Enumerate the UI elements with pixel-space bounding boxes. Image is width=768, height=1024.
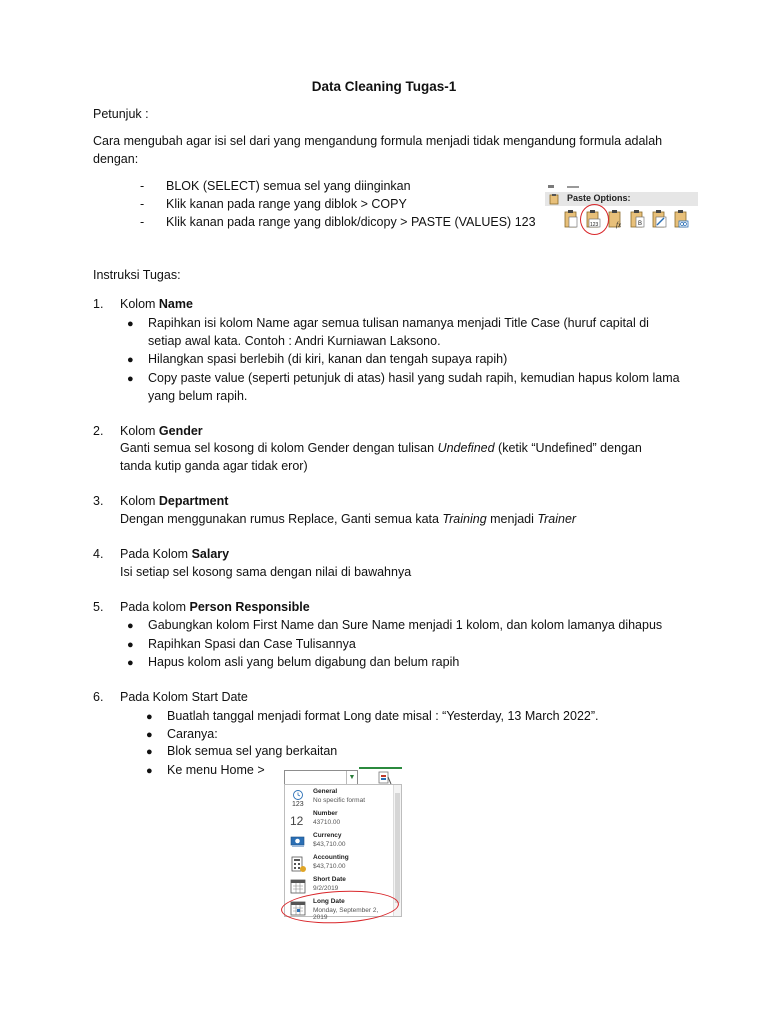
clipboard-icon bbox=[548, 193, 562, 205]
bullet-dot: ● bbox=[127, 657, 134, 669]
step-1: BLOK (SELECT) semua sel yang diinginkan bbox=[166, 179, 411, 193]
bullet-dot: ● bbox=[127, 354, 134, 366]
ribbon-accent-line bbox=[359, 767, 402, 769]
task-3-column-name: Department bbox=[158, 494, 229, 508]
menu-edge-icon bbox=[545, 182, 700, 189]
bullet-dot: ● bbox=[127, 639, 134, 651]
task-6-bullet-3: Blok semua sel yang berkaitan bbox=[167, 744, 338, 758]
svg-text:fx: fx bbox=[616, 221, 622, 229]
svg-text:123: 123 bbox=[292, 801, 304, 807]
format-name: Long Date bbox=[313, 898, 345, 905]
task-2-line-1: Ganti semua sel kosong di kolom Gender dengan tulisan Undefined (ketik “Undefined” dengan bbox=[120, 441, 642, 455]
instruksi-heading: Instruksi Tugas: bbox=[93, 268, 181, 282]
task-5-bullet-3: Hapus kolom asli yang belum digabung dan belum rapih bbox=[148, 655, 460, 669]
task-2-heading: Kolom Gender bbox=[120, 424, 203, 438]
task-5-bullet-2: Rapihkan Spasi dan Case Tulisannya bbox=[148, 637, 356, 651]
dash-bullet: - bbox=[140, 197, 145, 211]
format-example: $43,710.00 bbox=[313, 863, 346, 870]
currency-format-icon bbox=[289, 833, 307, 851]
task-5-heading: Pada kolom Person Responsible bbox=[120, 600, 310, 614]
petunjuk-heading: Petunjuk : bbox=[93, 107, 149, 121]
dash-bullet: - bbox=[140, 179, 145, 193]
task-1-bullet-1: Rapihkan isi kolom Name agar semua tulisan namanya menjadi Title Case (huruf capital di bbox=[148, 316, 649, 330]
document-title: Data Cleaning Tugas-1 bbox=[311, 79, 457, 94]
format-name: Accounting bbox=[313, 854, 349, 861]
task-2-line-2: tanda kutip ganda agar tidak eror) bbox=[120, 459, 308, 473]
bullet-dot: ● bbox=[127, 620, 134, 632]
step-2: Klik kanan pada range yang diblok > COPY bbox=[166, 197, 407, 211]
task-5-number: 5. bbox=[93, 600, 104, 614]
task-1-bullet-3: Copy paste value (seperti petunjuk di atas) hasil yang sudah rapih, kemudian hapus kolom lama bbox=[148, 371, 680, 385]
task-1-bullet-3-cont: yang belum rapih. bbox=[148, 389, 248, 403]
general-format-icon bbox=[289, 789, 307, 807]
svg-text:12: 12 bbox=[290, 814, 304, 828]
format-item-currency[interactable] bbox=[285, 831, 390, 853]
scrollbar[interactable] bbox=[393, 785, 401, 916]
format-example: 43710.00 bbox=[313, 819, 341, 826]
task-4-line: Isi setiap sel kosong sama dengan nilai di bawahnya bbox=[120, 565, 412, 579]
task-3-number: 3. bbox=[93, 494, 104, 508]
task-2-column-name: Gender bbox=[158, 424, 203, 438]
svg-text:B: B bbox=[638, 221, 643, 227]
bullet-dot: ● bbox=[127, 318, 134, 330]
paste-options-header bbox=[545, 192, 698, 206]
paste-link-icon[interactable] bbox=[673, 209, 689, 229]
highlight-circle bbox=[580, 204, 609, 235]
bullet-dot: ● bbox=[146, 711, 153, 723]
format-item-accounting[interactable] bbox=[285, 853, 390, 875]
step-3: Klik kanan pada range yang diblok/dicopy > PASTE (VALUES) 123 bbox=[166, 215, 536, 229]
number-format-icon bbox=[289, 811, 307, 829]
task-4-column-name: Salary bbox=[191, 547, 230, 561]
task-4-number: 4. bbox=[93, 547, 104, 561]
task-3-line: Dengan menggunakan rumus Replace, Ganti semua kata Training menjadi Trainer bbox=[120, 512, 577, 526]
format-name: General bbox=[313, 788, 338, 795]
paste-formulas-icon[interactable] bbox=[607, 209, 623, 229]
task-6-bullet-2: Caranya: bbox=[167, 727, 218, 741]
short-date-icon bbox=[289, 877, 307, 895]
task-1-bullet-1-cont: setiap awal kata. Contoh : Andri Kurniawan Laksono. bbox=[148, 334, 441, 348]
task-6-bullet-4: Ke menu Home > bbox=[167, 763, 265, 777]
paste-formatting-icon[interactable] bbox=[629, 209, 645, 229]
format-example: $43,710.00 bbox=[313, 841, 346, 848]
task-4-heading: Pada Kolom Salary bbox=[120, 547, 230, 561]
bullet-dot: ● bbox=[146, 765, 153, 777]
format-example: 9/2/2019 bbox=[313, 885, 339, 892]
chevron-down-icon[interactable]: ▼ bbox=[346, 771, 357, 785]
accounting-format-icon bbox=[289, 855, 307, 873]
task-1-column-name: Name bbox=[158, 297, 193, 311]
format-name: Currency bbox=[313, 832, 342, 839]
scrollbar-thumb[interactable] bbox=[395, 793, 400, 903]
paste-icon[interactable] bbox=[563, 209, 579, 229]
format-item-number[interactable] bbox=[285, 809, 390, 831]
svg-text:123: 123 bbox=[590, 222, 599, 228]
format-name: Number bbox=[313, 810, 338, 817]
intro-text-line1: Cara mengubah agar isi sel dari yang mengandung formula menjadi tidak mengandung formula adalah bbox=[93, 134, 663, 148]
conditional-format-icon[interactable] bbox=[378, 771, 392, 785]
format-example: No specific format bbox=[313, 797, 366, 804]
bullet-dot: ● bbox=[146, 746, 153, 758]
bullet-dot: ● bbox=[127, 373, 134, 385]
task-1-bullet-2: Hilangkan spasi berlebih (di kiri, kanan dan tengah supaya rapih) bbox=[148, 352, 508, 366]
format-name: Short Date bbox=[313, 876, 346, 883]
transpose-icon[interactable] bbox=[651, 209, 667, 229]
format-item-general[interactable] bbox=[285, 787, 390, 809]
task-6-bullet-1: Buatlah tanggal menjadi format Long date misal : “Yesterday, 13 March 2022”. bbox=[167, 709, 599, 723]
task-1-heading: Kolom Name bbox=[120, 297, 193, 311]
bullet-dot: ● bbox=[146, 729, 153, 741]
intro-text-line2: dengan: bbox=[93, 152, 139, 166]
paste-options-image bbox=[545, 182, 700, 232]
task-3-heading: Kolom Department bbox=[120, 494, 229, 508]
format-example: Monday, September 2, 2019 bbox=[313, 907, 379, 921]
task-1-number: 1. bbox=[93, 297, 104, 311]
dash-bullet: - bbox=[140, 215, 145, 229]
task-2-number: 2. bbox=[93, 424, 104, 438]
task-5-bullet-1: Gabungkan kolom First Name dan Sure Name menjadi 1 kolom, dan kolom lamanya dihapus bbox=[148, 618, 663, 632]
paste-options-label: Paste Options: bbox=[567, 193, 631, 203]
task-6-number: 6. bbox=[93, 690, 104, 704]
task-6-heading: Pada Kolom Start Date bbox=[120, 690, 248, 704]
task-5-column-name: Person Responsible bbox=[189, 600, 310, 614]
